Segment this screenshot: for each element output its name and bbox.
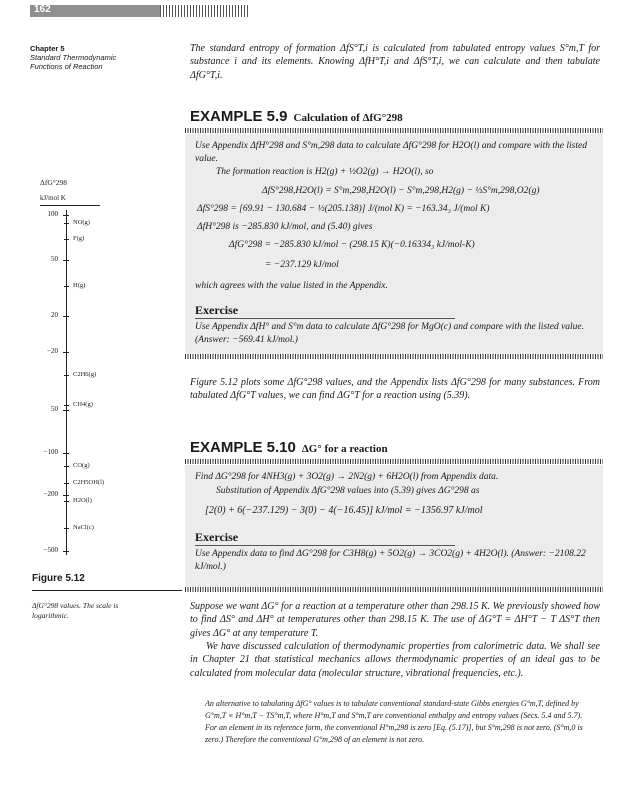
- figure-tick: [63, 453, 69, 454]
- figure-tick: [63, 215, 69, 216]
- page-number: 162: [34, 4, 51, 15]
- example-5-9-line2: The formation reaction is H2(g) + ½O2(g) → H2O(l), so: [216, 167, 434, 177]
- example-5-10-exercise: Use Appendix data to find ΔG°298 for C3H8(g) + 5O2(g) → 3CO2(g) + 4H2O(l). (Answer: −2108.22 kJ/mol.): [195, 549, 586, 572]
- example-5-10-line1: Find ΔG°298 for 4NH3(g) + 3O2(g) → 2N2(g) + 6H2O(l) from Appendix data.: [195, 472, 499, 482]
- figure-tick-label: 50: [51, 255, 58, 263]
- temperature-paragraph: Suppose we want ΔG° for a reaction at a temperature other than 298.15 K. We previously showed how to find ΔS° and ΔH° at temperatures other than 298.15 K. The use of ΔG°T = ΔH°T − T ΔS°T then gives ΔG° at any temperature T.: [190, 601, 600, 639]
- figure-reference-paragraph: Figure 5.12 plots some ΔfG°298 values, and the Appendix lists ΔfG°298 for many substances. From tabulated ΔfG°T values, we can find ΔG°T for a reaction using (5.39).: [190, 377, 600, 402]
- example-5-9-bottom-rule: [185, 354, 603, 359]
- figure-axis: [66, 210, 67, 555]
- figure-entry-mark: [64, 375, 69, 376]
- figure-entry-mark: [64, 239, 69, 240]
- figure-entry-label: C2H6(g): [73, 371, 97, 378]
- header-hatch: [160, 5, 250, 17]
- figure-top-rule: [40, 205, 100, 206]
- figure-entry-mark: [64, 528, 69, 529]
- figure-entry-label: CO(g): [73, 462, 90, 469]
- example-5-9-rule: [185, 128, 603, 133]
- example-5-9-eq3: ΔfH°298 is −285.830 kJ/mol, and (5.40) gives: [197, 222, 373, 232]
- example-5-9-exercise-heading: Exercise: [195, 303, 239, 317]
- exercise-rule: [195, 318, 455, 319]
- example-5-9-line1: Use Appendix ΔfH°298 and S°m,298 data to calculate ΔfG°298 for H2O(l) and compare with the listed value.: [195, 141, 587, 164]
- figure-tick: [63, 410, 69, 411]
- example-5-9-line3: which agrees with the value listed in the Appendix.: [195, 281, 388, 291]
- figure-tick-label: 100: [47, 210, 58, 218]
- figure-entry-label: H(g): [73, 282, 86, 289]
- figure-entry-label: C2H5OH(l): [73, 479, 105, 486]
- chapter-header: [30, 44, 180, 71]
- figure-title: Figure 5.12: [32, 573, 85, 584]
- figure-tick-label: 50: [51, 405, 58, 413]
- figure-title-rule: [32, 590, 182, 591]
- figure-tick: [63, 352, 69, 353]
- figure-tick: [63, 316, 69, 317]
- figure-axis-unit: kJ/mol K: [40, 194, 66, 202]
- page-number-bar: [30, 5, 160, 17]
- figure-tick: [63, 551, 69, 552]
- figure-entry-mark: [64, 405, 69, 406]
- figure-entry-mark: [64, 501, 69, 502]
- figure-entry-mark: [64, 483, 69, 484]
- example-5-9-exercise: Use Appendix ΔfH° and S°m data to calculate ΔfG°298 for MgO(c) and compare with the listed value. (Answer: −569.41 kJ/mol.): [195, 322, 585, 345]
- example-5-9-heading: [190, 108, 403, 125]
- gibbs-energy-note: An alternative to tabulating ΔfG° values is to tabulate conventional standard-state Gibbs energies G°m,T, defined by G°m,T ≡ H°m,T − TS°m,T, where H°m,T and S°m,T are conventional enthalpy and entropy values (Secs. 5.4 and 5.7). For an element in its reference form, the conventional H°m,298 is zero [Eq. (5.17)], but S°m,298 is not zero. (S°m,0 is zero.) Therefore the conventional G°m,298 of an element is not zero.: [205, 699, 583, 744]
- example-5-9-eq2: ΔfS°298 = [69.91 − 130.684 − ½(205.138)] J/(mol K) = −163.34₃ J/(mol K): [197, 204, 490, 214]
- chapter-label: Chapter 5: [30, 44, 65, 53]
- figure-entry-label: NO(g): [73, 219, 90, 226]
- example-5-10-rule: [185, 459, 603, 464]
- figure-entry-label: NaCl(c): [73, 524, 94, 531]
- figure-caption: ΔfG°298 values. The scale is logarithmic.: [32, 601, 119, 620]
- example-5-9-eq4: ΔfG°298 = −285.830 kJ/mol − (298.15 K)(−0.16334₃ kJ/mol-K): [229, 240, 475, 250]
- figure-tick: [63, 495, 69, 496]
- example-5-9-eq5: = −237.129 kJ/mol: [265, 260, 339, 270]
- figure-entry-mark: [64, 286, 69, 287]
- example-5-10-eq1: [2(0) + 6(−237.129) − 3(0) − 4(−16.45)] kJ/mol = −1356.97 kJ/mol: [205, 505, 483, 516]
- figure-entry-label: CH4(g): [73, 401, 93, 408]
- example-5-10-title: ΔG° for a reaction: [301, 443, 388, 455]
- figure-entry-mark: [64, 223, 69, 224]
- example-5-10-bottom-rule: [185, 587, 603, 592]
- example-5-10-line2: Substitution of Appendix ΔfG°298 values into (5.39) gives ΔG°298 as: [216, 486, 480, 496]
- figure-axis-title: ΔfG°298: [40, 178, 67, 187]
- example-5-10-heading: [190, 439, 388, 456]
- example-5-10-label: EXAMPLE 5.10: [190, 439, 296, 456]
- exercise-rule: [195, 545, 455, 546]
- chapter-title-1: Standard Thermodynamic: [30, 53, 117, 62]
- example-5-9-title: Calculation of ΔfG°298: [293, 112, 403, 124]
- figure-entry-mark: [64, 466, 69, 467]
- figure-tick-label: 20: [51, 311, 58, 319]
- example-5-10-exercise-heading: Exercise: [195, 530, 239, 544]
- figure-tick-label: −200: [43, 490, 58, 498]
- example-5-9-label: EXAMPLE 5.9: [190, 108, 288, 125]
- figure-tick-label: −20: [47, 347, 58, 355]
- statistical-mechanics-paragraph: We have discussed calculation of thermodynamic properties from calorimetric data. We shall see in Chapter 21 that statistical mechanics allows thermodynamic properties of an ideal gas to be calculated from molecular data (molecular structure, vibrational frequencies, etc.).: [190, 641, 600, 679]
- example-5-9-eq1: ΔfS°298,H2O(l) = S°m,298,H2O(l) − S°m,298,H2(g) − ½S°m,298,O2(g): [262, 186, 540, 196]
- figure-tick-label: −500: [43, 546, 58, 554]
- chapter-title-2: Functions of Reaction: [30, 62, 103, 71]
- figure-entry-label: F(g): [73, 235, 85, 242]
- intro-paragraph: The standard entropy of formation ΔfS°T,i is calculated from tabulated entropy values S°m,T for substance i and its elements. Knowing ΔfH°T,i and ΔfS°T,i, we can calculate and then tabulate ΔfG°T,i.: [190, 43, 600, 81]
- figure-entry-label: H2O(l): [73, 497, 92, 504]
- figure-tick-label: −100: [43, 448, 58, 456]
- figure-tick: [63, 260, 69, 261]
